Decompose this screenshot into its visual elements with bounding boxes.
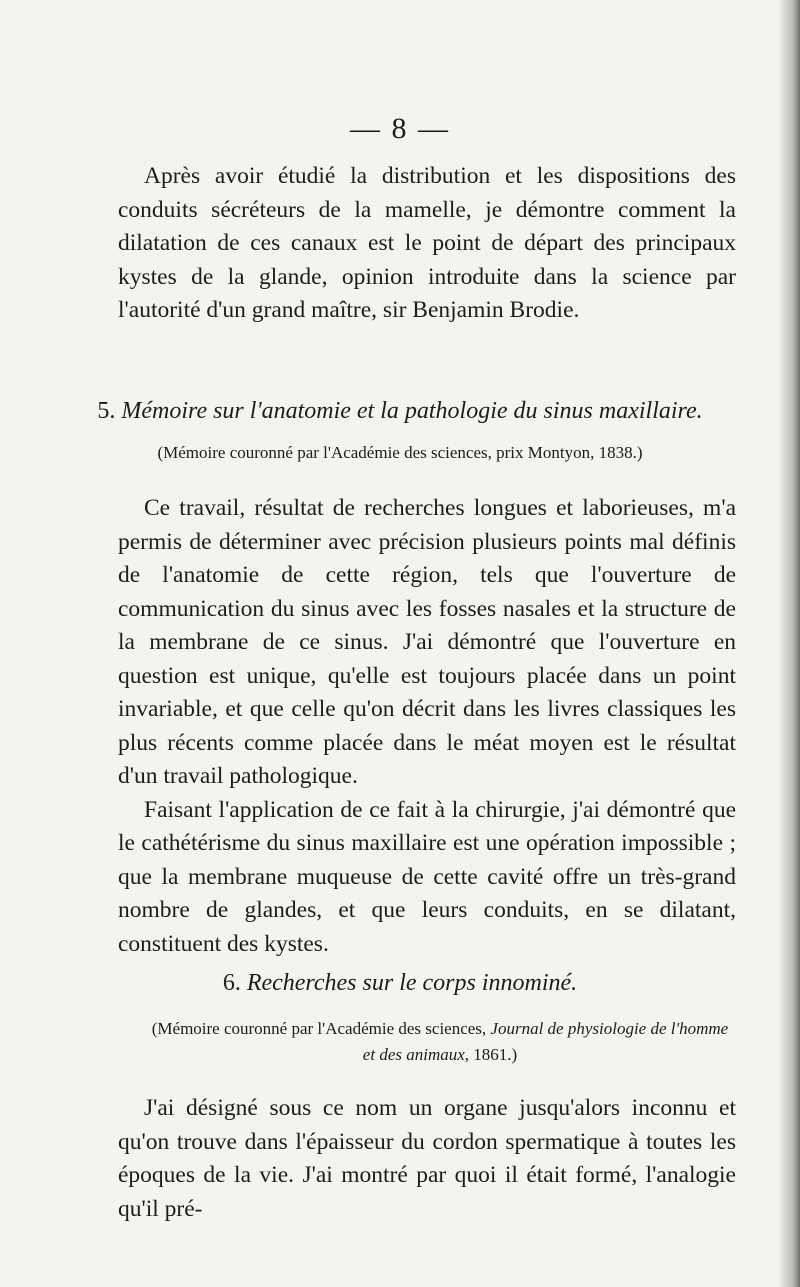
- section-6-note: [150, 1016, 730, 1068]
- section-5-number: 5.: [97, 398, 116, 424]
- section-6-title: Recherches sur le corps innominé.: [246, 970, 578, 996]
- section-6-note-journal: Journal de physiologie de l'homme et des animaux: [362, 1019, 729, 1064]
- section-5-body: [118, 492, 736, 961]
- section-5-paragraph-1: Ce travail, résultat de recherches longues et laborieuses, m'a permis de déterminer avec précision plusieurs points mal définis de l'anatomie de cette région, tels que l'ouverture de communication du sinus avec les fosses nasales et la structure de la membrane de ce sinus. J'ai démontré que l'ouverture en question est unique, qu'elle est toujours placée dans un point invariable, et que celle qu'on décrit dans les livres classiques les plus récents comme placée dans le méat moyen est le résultat d'un travail pathologique.: [118, 495, 736, 789]
- section-6-note-suffix: , 1861.): [464, 1045, 518, 1064]
- section-6-heading: [0, 970, 800, 997]
- section-6-body: [118, 1092, 736, 1226]
- section-6-paragraph: J'ai désigné sous ce nom un organe jusqu'alors inconnu et qu'on trouve dans l'épaisseur du cordon spermatique à toutes les époques de la vie. J'ai montré par quoi il était formé, l'analogie qu'il pré-: [118, 1095, 736, 1222]
- section-5-note: (Mémoire couronné par l'Académie des sciences, prix Montyon, 1838.): [157, 443, 643, 462]
- page-edge-shadow: [778, 0, 800, 1287]
- section-5-paragraph-2: Faisant l'application de ce fait à la chirurgie, j'ai démontré que le cathétérisme du sinus maxillaire est une opération impossible ; que la membrane muqueuse de cette cavité offre un très-grand nombre de glandes, et que leurs conduits, en se dilatant, constituent des kystes.: [118, 796, 736, 957]
- section-5-heading: [0, 398, 800, 425]
- intro-paragraph: Après avoir étudié la distribution et les dispositions des conduits sécréteurs de la mamelle, je démontre comment la dilatation de ces canaux est le point de départ des principaux kystes de la glande, opinion introduite dans la science par l'autorité d'un grand maître, sir Benjamin Brodie.: [118, 163, 736, 323]
- section-6-number: 6.: [222, 970, 241, 996]
- page-number: — 8 —: [350, 112, 450, 145]
- section-6-note-prefix: (Mémoire couronné par l'Académie des sciences,: [151, 1019, 491, 1038]
- section-5-title: Mémoire sur l'anatomie et la pathologie du sinus maxillaire.: [121, 398, 703, 424]
- intro-paragraph-block: [118, 160, 736, 328]
